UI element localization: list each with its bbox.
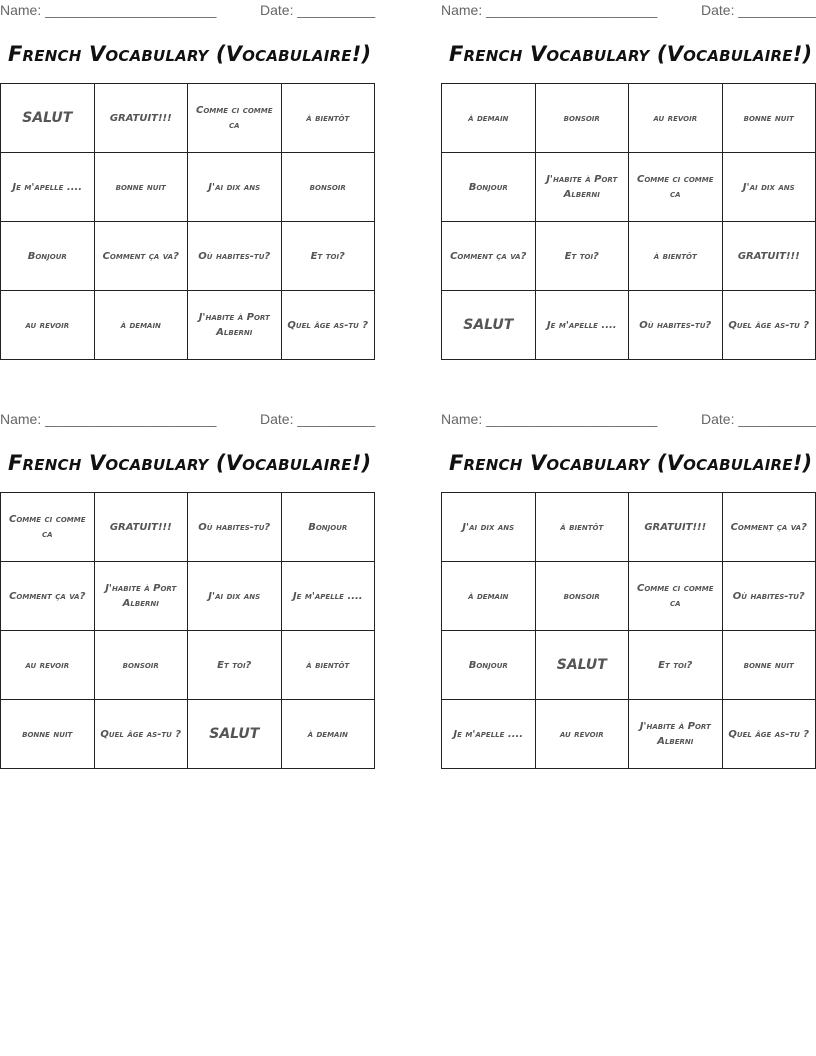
grid-row: [1, 493, 375, 562]
grid-cell: à bientôt: [629, 222, 723, 291]
grid-cell: SALUT: [442, 291, 536, 360]
name-date-row: [0, 409, 375, 431]
grid-cell: J'ai dix ans: [442, 493, 536, 562]
grid-cell: Comme ci comme ca: [1, 493, 95, 562]
grid-cell: GRATUIT!!!: [94, 493, 188, 562]
grid-cell: bonsoir: [94, 631, 188, 700]
date-field-label: Date: __________: [260, 411, 376, 427]
grid-cell: bonsoir: [535, 84, 629, 153]
grid-cell: Je m'apelle ....: [1, 153, 95, 222]
grid-cell: Où habites-tu?: [188, 222, 282, 291]
grid-cell: Quel âge as-tu ?: [94, 700, 188, 769]
bingo-grid: [441, 83, 816, 360]
grid-cell: bonne nuit: [1, 700, 95, 769]
grid-cell: SALUT: [535, 631, 629, 700]
grid-cell: à demain: [442, 562, 536, 631]
grid-cell: GRATUIT!!!: [94, 84, 188, 153]
grid-cell: à demain: [281, 700, 375, 769]
grid-cell: Comment ça va?: [94, 222, 188, 291]
grid-cell: à bientôt: [281, 631, 375, 700]
grid-cell: Où habites-tu?: [629, 291, 723, 360]
name-field-label: Name: ______________________: [441, 2, 658, 18]
grid-cell: Bonjour: [442, 631, 536, 700]
grid-cell: bonne nuit: [722, 84, 816, 153]
grid-row: [442, 493, 816, 562]
grid-cell: Et toi?: [281, 222, 375, 291]
grid-cell: au revoir: [1, 631, 95, 700]
grid-cell: au revoir: [535, 700, 629, 769]
date-field-label: Date: __________: [260, 2, 376, 18]
date-field-label: Date: __________: [701, 411, 816, 427]
grid-cell: bonne nuit: [722, 631, 816, 700]
grid-cell: bonne nuit: [94, 153, 188, 222]
name-field-label: Name: ______________________: [0, 2, 217, 18]
grid-cell: GRATUIT!!!: [722, 222, 816, 291]
grid-row: [442, 631, 816, 700]
grid-row: [1, 700, 375, 769]
grid-row: [1, 631, 375, 700]
grid-cell: Où habites-tu?: [188, 493, 282, 562]
grid-row: [442, 700, 816, 769]
card-title: French Vocabulary (Vocabulaire!): [8, 42, 372, 66]
bingo-card: [441, 0, 816, 333]
grid-cell: J'habite à Port Alberni: [188, 291, 282, 360]
grid-cell: Bonjour: [281, 493, 375, 562]
name-date-row: [0, 0, 375, 22]
grid-cell: Comme ci comme ca: [629, 153, 723, 222]
bingo-grid: [441, 492, 816, 769]
grid-cell: J'ai dix ans: [188, 153, 282, 222]
grid-cell: Et toi?: [629, 631, 723, 700]
grid-cell: Comment ça va?: [442, 222, 536, 291]
grid-cell: Je m'apelle ....: [442, 700, 536, 769]
grid-row: [442, 84, 816, 153]
grid-cell: J'habite à Port Alberni: [535, 153, 629, 222]
grid-row: [442, 291, 816, 360]
grid-row: [1, 562, 375, 631]
grid-cell: à bientôt: [535, 493, 629, 562]
grid-cell: à bientôt: [281, 84, 375, 153]
grid-row: [1, 291, 375, 360]
grid-cell: GRATUIT!!!: [629, 493, 723, 562]
bingo-card: [441, 409, 816, 747]
grid-cell: J'ai dix ans: [722, 153, 816, 222]
grid-cell: Quel âge as-tu ?: [722, 291, 816, 360]
grid-row: [1, 222, 375, 291]
bingo-card: [0, 409, 376, 742]
grid-cell: Je m'apelle ....: [535, 291, 629, 360]
grid-cell: Je m'apelle ....: [281, 562, 375, 631]
grid-cell: Quel âge as-tu ?: [722, 700, 816, 769]
grid-row: [442, 562, 816, 631]
bingo-grid: [0, 492, 375, 769]
grid-cell: Comme ci comme ca: [629, 562, 723, 631]
grid-row: [442, 153, 816, 222]
name-date-row: [441, 409, 816, 431]
bingo-card: [0, 0, 376, 338]
grid-cell: Et toi?: [188, 631, 282, 700]
card-title: French Vocabulary (Vocabulaire!): [449, 451, 813, 475]
grid-cell: Et toi?: [535, 222, 629, 291]
card-title: French Vocabulary (Vocabulaire!): [449, 42, 813, 66]
name-field-label: Name: ______________________: [0, 411, 217, 427]
grid-cell: J'ai dix ans: [188, 562, 282, 631]
grid-cell: Bonjour: [442, 153, 536, 222]
grid-cell: Comment ça va?: [1, 562, 95, 631]
grid-cell: au revoir: [1, 291, 95, 360]
grid-cell: Bonjour: [1, 222, 95, 291]
bingo-grid: [0, 83, 375, 360]
grid-cell: Comme ci comme ca: [188, 84, 282, 153]
grid-cell: Quel âge as-tu ?: [281, 291, 375, 360]
grid-cell: J'habite à Port Alberni: [94, 562, 188, 631]
grid-cell: SALUT: [188, 700, 282, 769]
grid-cell: J'habite à Port Alberni: [629, 700, 723, 769]
grid-cell: bonsoir: [535, 562, 629, 631]
grid-row: [442, 222, 816, 291]
date-field-label: Date: __________: [701, 2, 816, 18]
grid-cell: à demain: [94, 291, 188, 360]
name-field-label: Name: ______________________: [441, 411, 658, 427]
name-date-row: [441, 0, 816, 22]
card-title: French Vocabulary (Vocabulaire!): [8, 451, 372, 475]
grid-cell: Où habites-tu?: [722, 562, 816, 631]
grid-cell: bonsoir: [281, 153, 375, 222]
grid-row: [1, 153, 375, 222]
grid-cell: au revoir: [629, 84, 723, 153]
grid-row: [1, 84, 375, 153]
grid-cell: Comment ça va?: [722, 493, 816, 562]
grid-cell: à demain: [442, 84, 536, 153]
grid-cell: SALUT: [1, 84, 95, 153]
